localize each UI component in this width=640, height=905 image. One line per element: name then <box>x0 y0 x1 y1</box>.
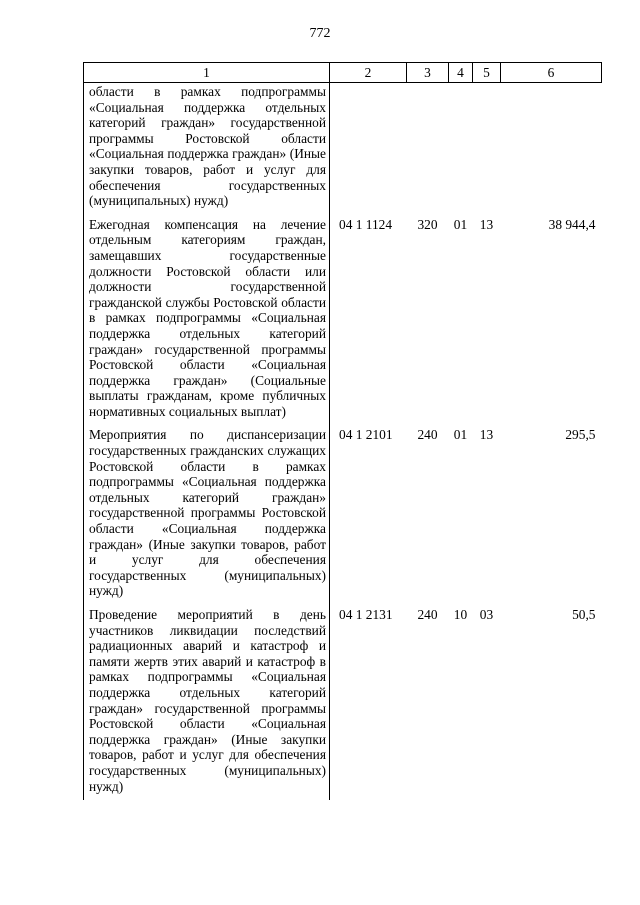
table-header <box>84 63 602 83</box>
row-amount: 50,5 <box>572 607 596 622</box>
row-description: Ежегодная компенсация на лечение отдельным категориям граждан, замещавших государственные должности Ростовской области или должности государственной гражданской службы Ростовской области в рамках подпрограммы «Социальная поддержка отдельных категорий граждан» государственной программы Ростовской области «Социальная поддержка граждан» (Социальные выплаты гражданам, кроме публичных нормативных социальных выплат) <box>84 209 330 420</box>
row-section <box>449 83 473 209</box>
row-subsection <box>473 83 501 209</box>
row-section: 10 <box>453 607 468 622</box>
table-row <box>84 599 602 800</box>
page-number: 772 <box>309 26 331 41</box>
row-expense-type: 240 <box>417 427 438 443</box>
row-description: Проведение мероприятий в день участников ликвидации последствий радиационных аварий и катастроф и памяти жертв этих аварий и катастроф в рамках подпрограммы «Социальная поддержка отдельных категорий граждан» государственной программы Ростовской области «Социальная поддержка граждан» (Иные закупки товаров, работ и услуг для обеспечения государственных (муниципальных) нужд) <box>84 599 330 800</box>
row-expense-type <box>407 83 449 209</box>
row-target-code: 04 1 2131 <box>339 607 393 622</box>
row-description: Мероприятия по диспансеризации государственных гражданских служащих Ростовской области в рамках подпрограммы «Социальная поддержка отдельных категорий граждан» государственной программы Ростовской области «Социальная поддержка граждан» (Иные закупки товаров, работ и услуг для обеспечения государственных (муниципальных) нужд) <box>84 419 330 599</box>
row-subsection: 03 <box>479 607 494 622</box>
table-row <box>84 83 602 209</box>
row-target-code: 04 1 1124 <box>339 216 393 232</box>
column-header-4: 4 <box>449 63 473 83</box>
row-expense-type: 240 <box>417 607 438 622</box>
column-header-1: 1 <box>84 63 330 83</box>
column-header-5: 5 <box>473 63 501 83</box>
budget-table <box>83 62 602 800</box>
row-subsection: 13 <box>479 216 494 232</box>
row-expense-type: 320 <box>417 216 438 232</box>
table-header-row <box>84 63 602 83</box>
row-amount <box>501 83 602 209</box>
table-row <box>84 209 602 420</box>
row-section: 01 <box>453 427 468 443</box>
row-amount: 38 944,4 <box>548 216 596 232</box>
table-row <box>84 419 602 599</box>
column-header-6: 6 <box>501 63 602 83</box>
table-body <box>84 83 602 801</box>
column-header-3: 3 <box>407 63 449 83</box>
column-header-2: 2 <box>330 63 407 83</box>
row-amount: 295,5 <box>565 427 596 443</box>
row-subsection: 13 <box>479 427 494 443</box>
row-target-code: 04 1 2101 <box>339 427 393 443</box>
row-section: 01 <box>453 216 468 232</box>
row-description: области в рамках подпрограммы «Социальная поддержка отдельных категорий граждан» государственной программы Ростовской области «Социальная поддержка граждан» (Иные закупки товаров, работ и услуг для обеспечения государственных (муниципальных) нужд) <box>84 83 330 209</box>
row-target-code <box>330 83 407 209</box>
